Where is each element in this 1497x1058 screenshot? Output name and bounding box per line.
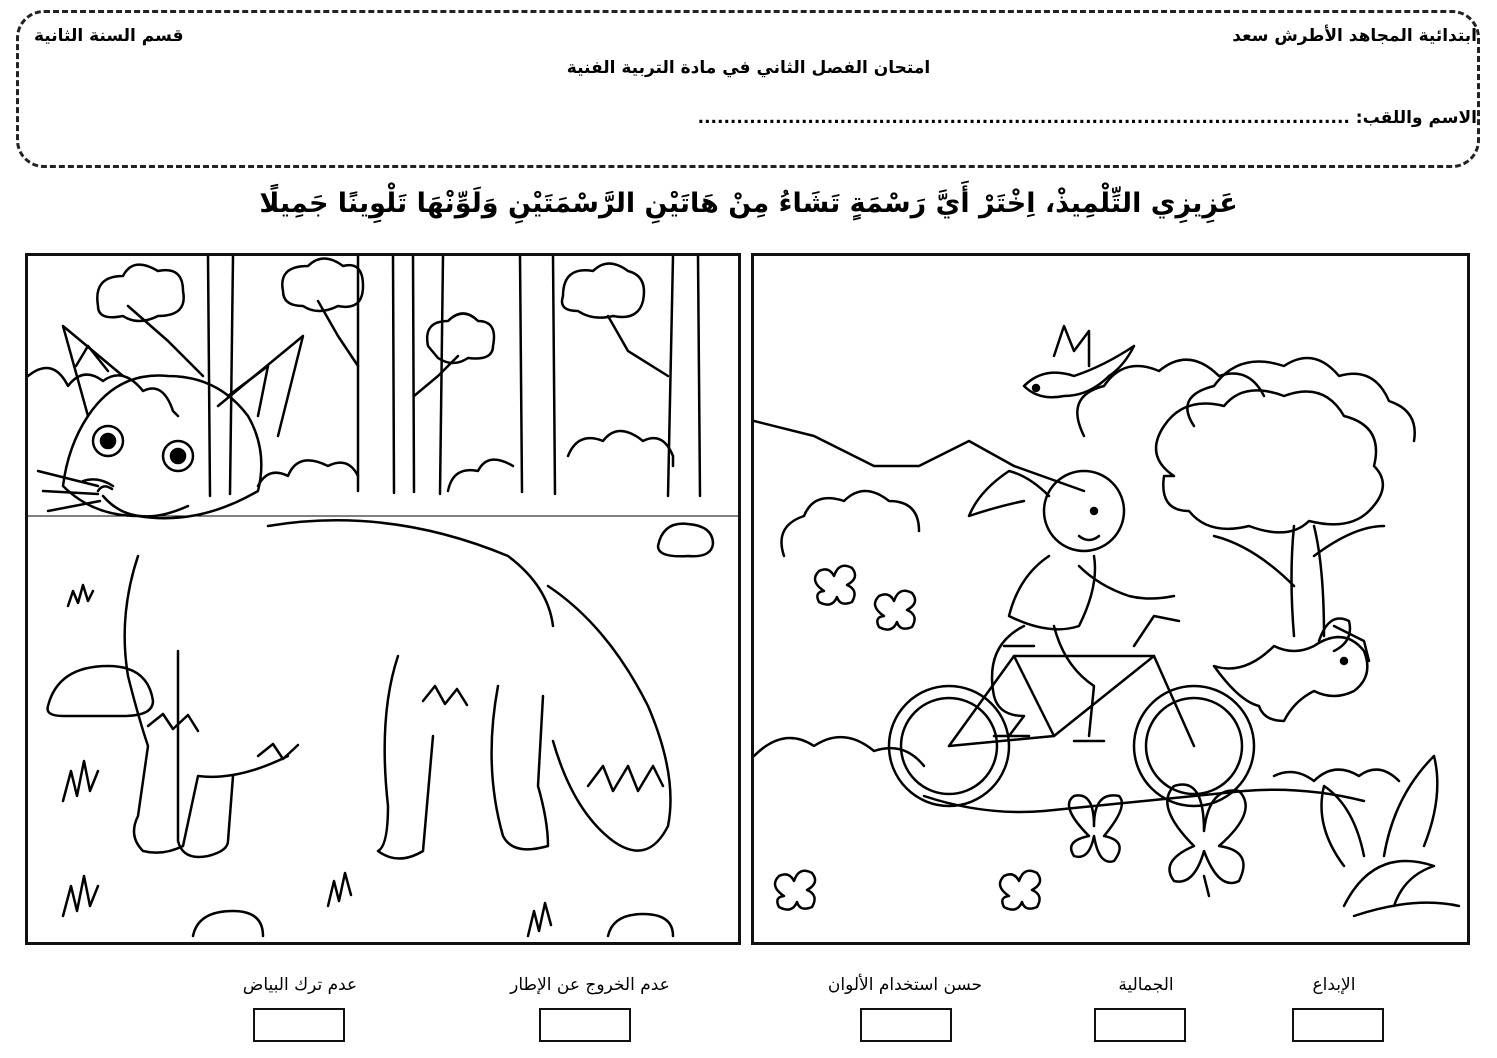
criterion-aesthetics: الجمالية — [1118, 975, 1174, 995]
score-box-stay-in-frame[interactable] — [539, 1008, 631, 1042]
name-label: الاسم واللقب: — [1355, 108, 1477, 128]
score-box-aesthetics[interactable] — [1094, 1008, 1186, 1042]
name-field[interactable] — [698, 108, 1477, 128]
name-dots: ..................................................................................................... — [697, 108, 1350, 128]
criterion-color-use: حسن استخدام الألوان — [827, 975, 983, 995]
criterion-creativity: الإبداع — [1312, 975, 1356, 995]
girl-bicycle-coloring-drawing — [751, 253, 1470, 945]
exam-title: امتحان الفصل الثاني في مادة التربية الفنية — [566, 58, 931, 78]
score-box-color-use[interactable] — [860, 1008, 952, 1042]
criterion-stay-in-frame: عدم الخروج عن الإطار — [510, 975, 670, 995]
grade-label: قسم السنة الثانية — [34, 26, 184, 46]
score-box-no-blank-space[interactable] — [253, 1008, 345, 1042]
school-name: ابتدائية المجاهد الأطرش سعد — [1232, 26, 1477, 46]
fox-coloring-drawing — [25, 253, 741, 945]
score-box-creativity[interactable] — [1292, 1008, 1384, 1042]
criterion-no-blank-space: عدم ترك البياض — [242, 975, 358, 995]
instruction: عَزِيزِي التِّلْمِيذْ، اِخْتَرْ أَيَّ رَسْمَةٍ تَشَاءُ مِنْ هَاتَيْنِ الرَّسْمَتَيْنِ وَلَوِّنْهَا تَلْوِينًا جَمِيلًا — [259, 188, 1238, 219]
